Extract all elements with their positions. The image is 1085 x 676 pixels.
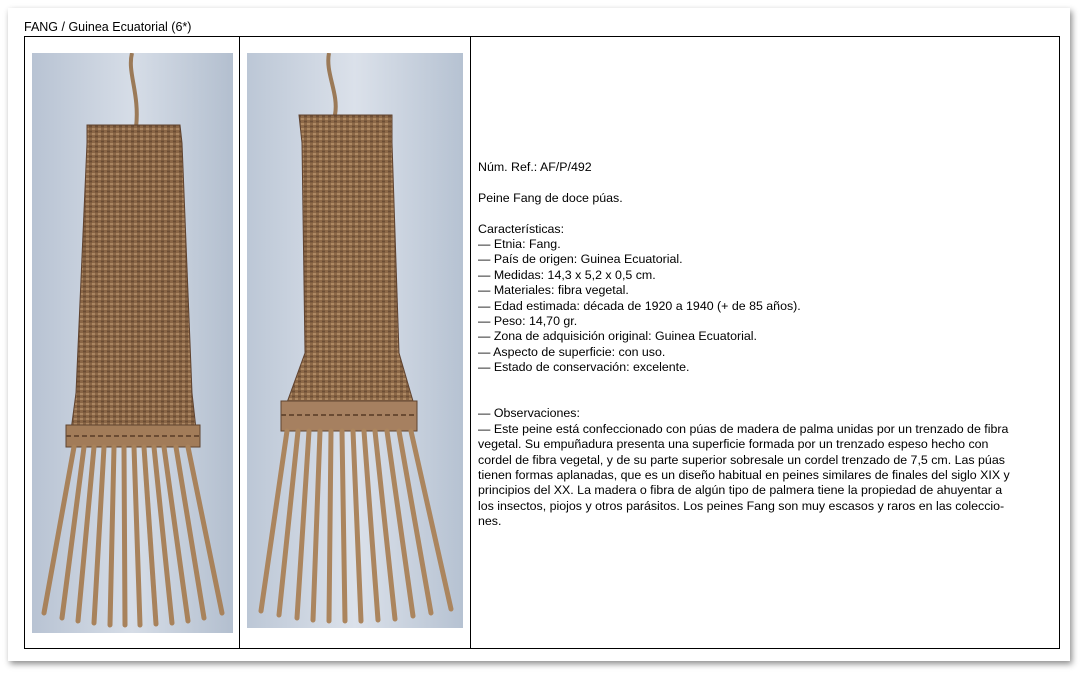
feature-item: — Etnia: Fang. [478,237,561,251]
column-divider-1 [239,37,240,648]
comb-photo-back [247,53,463,628]
feature-item: — Edad estimada: década de 1920 a 1940 (+ de 85 años). [478,298,801,313]
feature-item: — Materiales: fibra vegetal. [478,283,629,298]
feature-item: — Peso: 14,70 gr. [478,314,578,329]
page-header: FANG / Guinea Ecuatorial (6*) [24,20,192,34]
observation-line: tienen formas aplanadas, que es un diseño habitual en peines similares de finales del siglo XIX y [478,468,1010,483]
observation-line: los insectos, piojos y otros parásitos. Los peines Fang son muy escasos y raros en las coleccio- [478,498,1005,513]
catalog-table [24,36,1060,649]
reference-number: Núm. Ref.: AF/P/492 [478,160,592,174]
feature-item: — Zona de adquisición original: Guinea Ecuatorial. [478,329,757,344]
comb-front-image [32,53,233,633]
observation-line: nes. [478,514,502,529]
comb-back-image [247,53,463,628]
feature-item: — País de origen: Guinea Ecuatorial. [478,252,683,267]
features-title: Características: [478,221,565,236]
feature-item: — Aspecto de superficie: con uso. [478,344,666,359]
observation-line: cordel de fibra vegetal, y de su parte superior sobresale un cordel trenzado de 7,5 cm. Las púas [478,452,1005,467]
observations-title: — Observaciones: [478,406,580,421]
observation-line: principios del XX. La madera o fibra de algún tipo de palmera tiene la propiedad de ahuyentar a [478,483,1003,498]
feature-item: — Medidas: 14,3 x 5,2 x 0,5 cm. [478,267,656,282]
column-divider-2 [470,37,471,648]
comb-photo-front [32,53,233,633]
observation-line: — Este peine está confeccionado con púas de madera de palma unidas por un trenzado de fibra [478,421,1009,436]
item-details [478,160,1053,530]
feature-item: — Estado de conservación: excelente. [478,360,690,375]
item-description: Peine Fang de doce púas. [478,190,623,205]
observation-line: vegetal. Su empuñadura presenta una superficie formada por un trenzado espeso hecho con [478,437,989,452]
